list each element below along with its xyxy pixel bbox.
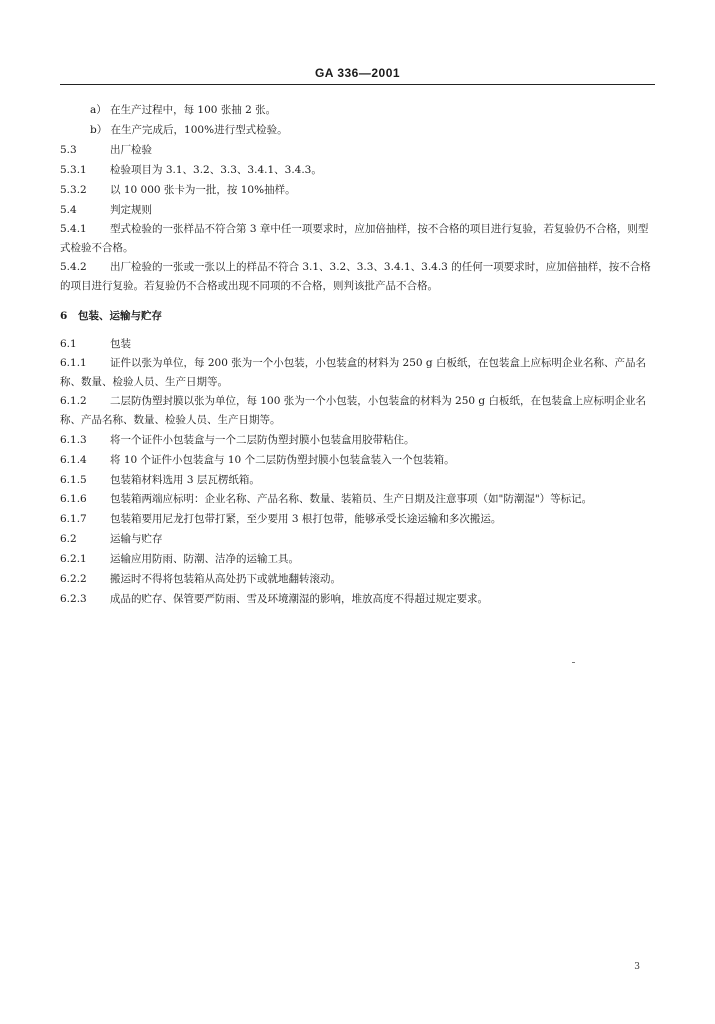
clause-5-3-2 [60, 180, 657, 200]
clause-text: 成品的贮存、保管要严防雨、雪及环境潮湿的影响，堆放高度不得超过规定要求。 [110, 593, 488, 605]
clause-6-1-6 [60, 490, 657, 509]
clause-text: 包装箱要用尼龙打包带打紧，至少要用 3 根打包带，能够承受长途运输和多次搬运。 [110, 513, 502, 525]
clause-6-1-1 [60, 354, 657, 392]
clause-number: 6.1.2 [60, 395, 87, 407]
clause-5-4 [60, 200, 657, 220]
clause-number: 6.2.3 [60, 593, 87, 605]
clause-text: 包装 [110, 338, 131, 350]
clause-text: 以 10 000 张卡为一批，按 10%抽样。 [110, 184, 296, 196]
clause-text: 判定规则 [110, 204, 152, 216]
clause-6-2-1 [60, 549, 657, 569]
clause-number: 6.1 [60, 338, 77, 350]
clause-5-3-1 [60, 160, 657, 180]
clause-number: 6.2.2 [60, 573, 87, 585]
section-text: 包装、运输与贮存 [78, 310, 162, 322]
clause-6-1-7 [60, 509, 657, 529]
section-6-title [60, 306, 657, 326]
clause-text: 检验项目为 3.1、3.2、3.3、3.4.1、3.4.3。 [110, 164, 322, 176]
clause-6-2-3 [60, 589, 657, 609]
clause-6-2 [60, 529, 657, 549]
clause-6-1 [60, 334, 657, 354]
clause-6-1-2 [60, 392, 657, 430]
clause-5-4-1 [60, 220, 657, 258]
clause-text: 二层防伪塑封膜以张为单位，每 100 张为一个小包装，小包装盒的材料为 250 g 白板纸，在包装盒上应标明企业名称、产品名称、数量、检验人员、生产日期等。 [60, 395, 646, 426]
clause-text: 包装箱材料选用 3 层瓦楞纸箱。 [110, 474, 260, 486]
page-header [60, 66, 655, 85]
clause-text: 搬运时不得将包装箱从高处扔下或就地翻转滚动。 [110, 573, 341, 585]
clause-number: 6.1.5 [60, 474, 87, 486]
clause-6-1-3 [60, 430, 657, 450]
clause-number: 5.4.2 [60, 261, 87, 273]
standard-number: GA 336—2001 [314, 66, 401, 80]
clause-number: 5.3 [60, 144, 77, 156]
clause-text: 型式检验的一张样品不符合第 3 章中任一项要求时，应加倍抽样，按不合格的项目进行复验，若复验仍不合格，则型式检验不合格。 [60, 223, 649, 254]
clause-text: 运输与贮存 [110, 533, 163, 545]
document-body [60, 100, 657, 609]
clause-number: 6.1.6 [60, 493, 87, 505]
clause-text: 将一个证件小包装盒与一个二层防伪塑封膜小包装盒用胶带粘住。 [110, 434, 415, 446]
list-item-a: a） 在生产过程中，每 100 张抽 2 张。 [90, 104, 277, 116]
clause-text: 运输应用防雨、防潮、洁净的运输工具。 [110, 553, 299, 565]
section-number: 6 [60, 310, 68, 322]
clause-text: 将 10 个证件小包装盒与 10 个二层防伪塑封膜小包装盒装入一个包装箱。 [110, 454, 455, 466]
clause-number: 6.2.1 [60, 553, 87, 565]
clause-number: 6.1.1 [60, 357, 87, 369]
clause-5-3 [60, 140, 657, 160]
clause-number: 6.2 [60, 533, 77, 545]
clause-number: 5.4.1 [60, 223, 87, 235]
clause-6-1-4 [60, 450, 657, 470]
scan-speck [572, 662, 575, 663]
clause-number: 6.1.4 [60, 454, 87, 466]
clause-number: 5.3.1 [60, 164, 87, 176]
page-number: 3 [634, 962, 640, 972]
clause-number: 6.1.7 [60, 513, 87, 525]
clause-6-2-2 [60, 569, 657, 589]
clause-number: 5.3.2 [60, 184, 87, 196]
clause-text: 出厂检验的一张或一张以上的样品不符合 3.1、3.2、3.3、3.4.1、3.4.3 的任何一项要求时，应加倍抽样，按不合格的项目进行复验。若复验仍不合格或出现不同项的不合格，则判该批产品不合格。 [60, 261, 651, 292]
clause-text: 出厂检验 [110, 144, 152, 156]
list-item-b: b） 在生产完成后，100%进行型式检验。 [90, 124, 288, 136]
clause-text: 证件以张为单位，每 200 张为一个小包装，小包装盒的材料为 250 g 白板纸，在包装盒上应标明企业名称、产品名称、数量、检验人员、生产日期等。 [60, 357, 646, 388]
clause-number: 5.4 [60, 204, 77, 216]
clause-text: 包装箱两端应标明：企业名称、产品名称、数量、装箱员、生产日期及注意事项（如"防潮湿"）等标记。 [110, 493, 593, 505]
clause-number: 6.1.3 [60, 434, 87, 446]
clause-5-4-2 [60, 258, 657, 296]
clause-6-1-5 [60, 470, 657, 490]
